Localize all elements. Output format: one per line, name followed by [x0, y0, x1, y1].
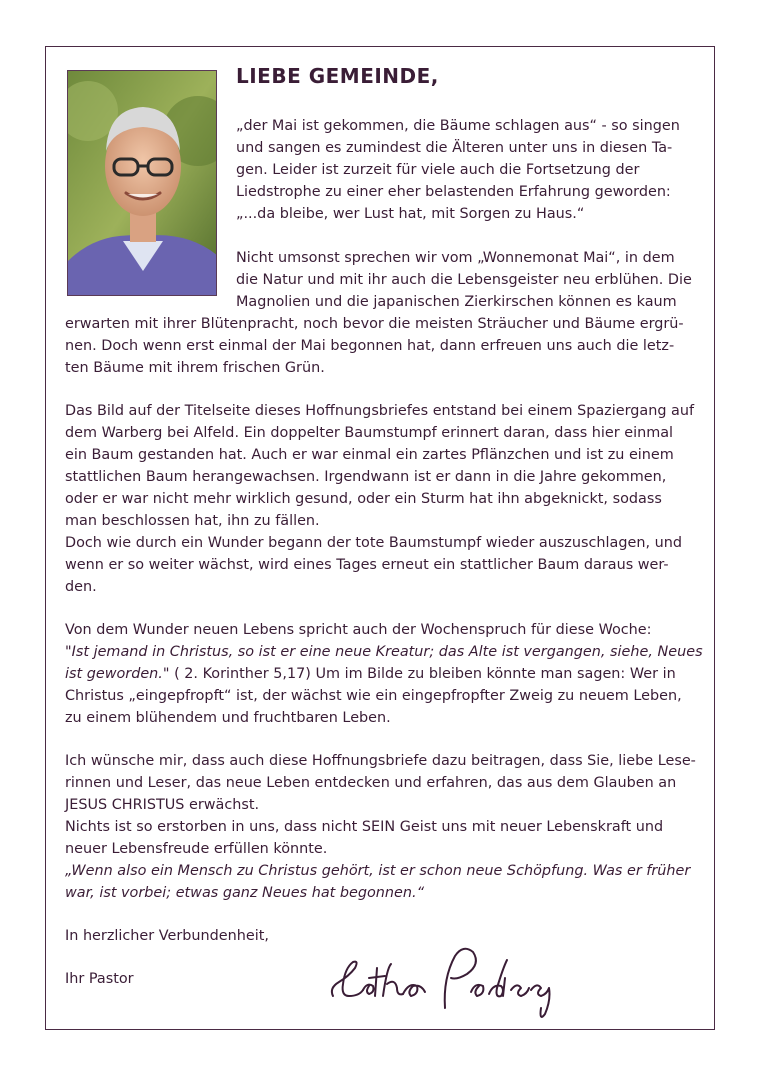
text-line: zu einem blühendem und fruchtbaren Leben.: [65, 710, 391, 726]
text-line: Nicht umsonst sprechen wir vom „Wonnemonat Mai“, in dem: [236, 250, 675, 266]
letter-title: LIEBE GEMEINDE,: [236, 64, 439, 88]
text-line: Magnolien und die japanischen Zierkirschen können es kaum: [236, 294, 677, 310]
quote-line: „Wenn also ein Mensch zu Christus gehört, ist er schon neue Schöpfung. Was er früher: [65, 863, 691, 879]
text-line: oder er war nicht mehr wirklich gesund, oder ein Sturm hat ihn abgeknickt, sodass: [65, 491, 662, 507]
text-line: Liedstrophe zu einer eher belastenden Erfahrung geworden:: [236, 184, 671, 200]
text-line: rinnen und Leser, das neue Leben entdecken und erfahren, das aus dem Glauben an: [65, 775, 677, 791]
text-line: erwarten mit ihrer Blütenpracht, noch bevor die meisten Sträucher und Bäume ergrü-: [65, 316, 684, 332]
text-line: gen. Leider ist zurzeit für viele auch die Fortsetzung der: [236, 162, 640, 178]
closing-line: In herzlicher Verbundenheit,: [65, 928, 269, 944]
text-line: [65, 663, 676, 685]
text-line: Ich wünsche mir, dass auch diese Hoffnungsbriefe dazu beitragen, dass Sie, liebe Lese-: [65, 753, 696, 769]
text-line: nen. Doch wenn erst einmal der Mai begonnen hat, dann erfreuen uns auch die letz-: [65, 338, 675, 354]
text-line: Doch wie durch ein Wunder begann der tote Baumstumpf wieder auszuschlagen, und: [65, 535, 682, 551]
text-line: ein Baum gestanden hat. Auch er war einmal ein zartes Pflänzchen und ist zu einem: [65, 447, 674, 463]
quote-line: war, ist vorbei; etwas ganz Neues hat begonnen.“: [65, 885, 425, 901]
text-line: Von dem Wunder neuen Lebens spricht auch der Wochenspruch für diese Woche:: [65, 622, 652, 638]
text-line: stattlichen Baum herangewachsen. Irgendwann ist er dann in die Jahre gekommen,: [65, 469, 667, 485]
quote-line: "Ist jemand in Christus, so ist er eine neue Kreatur; das Alte ist vergangen, siehe, Neues: [65, 644, 703, 660]
text-line: JESUS CHRISTUS erwächst.: [65, 797, 260, 813]
text-line: Christus „eingepfropft“ ist, der wächst wie ein eingepfropfter Zweig zu neuem Leben,: [65, 688, 682, 704]
text-line: neuer Lebensfreude erfüllen könnte.: [65, 841, 328, 857]
text-line: man beschlossen hat, ihn zu fällen.: [65, 513, 320, 529]
text-line: Nichts ist so erstorben in uns, dass nicht SEIN Geist uns mit neuer Lebenskraft und: [65, 819, 664, 835]
text-line: ( 2. Korinther 5,17) Um im Bilde zu bleiben könnte man sagen: Wer in: [169, 666, 676, 682]
text-line: dem Warberg bei Alfeld. Ein doppelter Baumstumpf erinnert daran, dass hier einmal: [65, 425, 674, 441]
quote-line: ist geworden.": [65, 666, 170, 682]
text-line: die Natur und mit ihr auch die Lebensgeister neu erblühen. Die: [236, 272, 692, 288]
signature: [325, 938, 565, 1028]
text-line: „der Mai ist gekommen, die Bäume schlagen aus“ - so singen: [236, 118, 680, 134]
text-line: und sangen es zumindest die Älteren unter uns in diesen Ta-: [236, 140, 673, 156]
text-line: Das Bild auf der Titelseite dieses Hoffnungsbriefes entstand bei einem Spaziergang auf: [65, 403, 695, 419]
signoff-line: Ihr Pastor: [65, 971, 134, 987]
text-line: ten Bäume mit ihrem frischen Grün.: [65, 360, 325, 376]
text-line: wenn er so weiter wächst, wird eines Tages erneut ein stattlicher Baum daraus wer-: [65, 557, 669, 573]
text-line: „...da bleibe, wer Lust hat, mit Sorgen zu Haus.“: [236, 206, 585, 222]
text-line: den.: [65, 579, 97, 595]
